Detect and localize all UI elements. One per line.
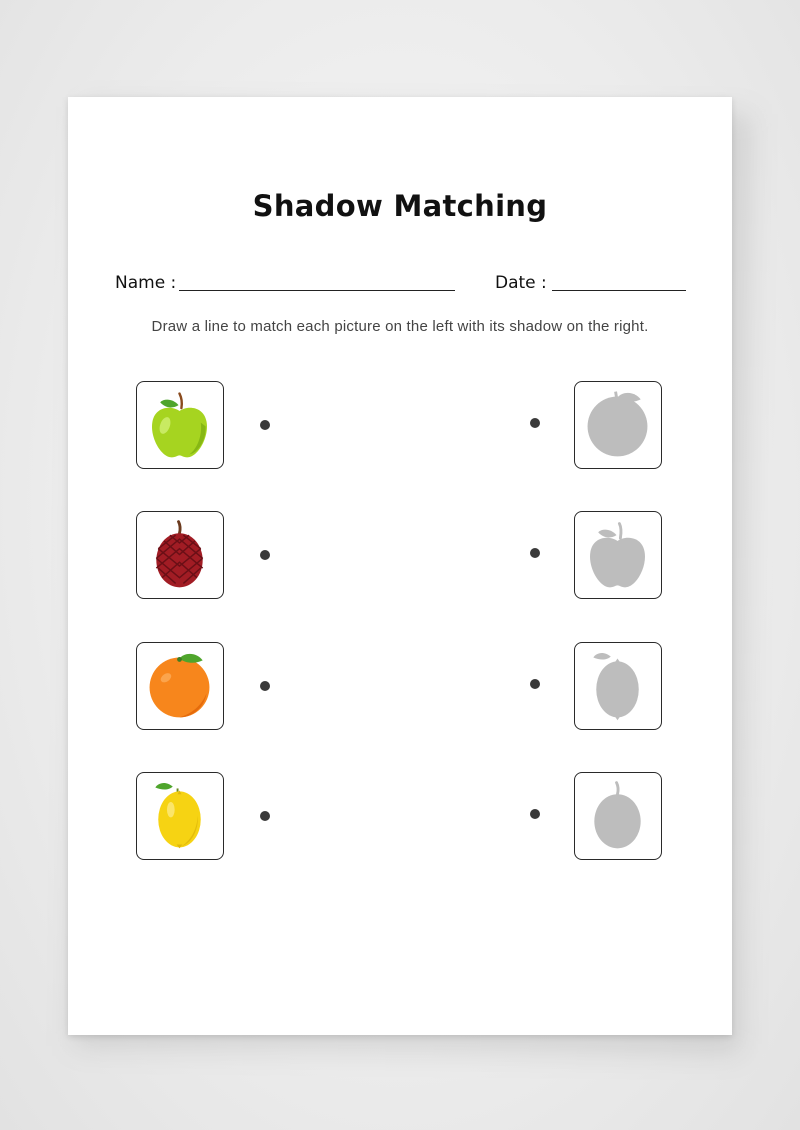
right-shadow-box-1 [574, 381, 662, 469]
date-field[interactable] [552, 290, 686, 291]
lychee-icon [137, 512, 222, 597]
date-label: Date : [495, 273, 547, 293]
right-match-dot-2[interactable] [530, 548, 540, 558]
green-apple-icon [137, 382, 222, 467]
right-shadow-box-4 [574, 772, 662, 860]
right-match-dot-4[interactable] [530, 809, 540, 819]
worksheet-title: Shadow Matching [252, 189, 548, 223]
worksheet-page [68, 97, 732, 1035]
right-shadow-box-2 [574, 511, 662, 599]
name-label: Name : [115, 273, 177, 293]
right-match-dot-3[interactable] [530, 679, 540, 689]
left-picture-box-3 [136, 642, 224, 730]
left-picture-box-2 [136, 511, 224, 599]
right-match-dot-1[interactable] [530, 418, 540, 428]
left-match-dot-2[interactable] [260, 550, 270, 560]
left-match-dot-4[interactable] [260, 811, 270, 821]
right-shadow-box-3 [574, 642, 662, 730]
orange-shadow-icon [575, 382, 660, 467]
lychee-shadow-icon [575, 773, 660, 858]
lemon-icon [137, 773, 222, 858]
name-field[interactable] [179, 290, 455, 291]
orange-icon [137, 643, 222, 728]
lemon-shadow-icon [575, 643, 660, 728]
left-picture-box-1 [136, 381, 224, 469]
left-picture-box-4 [136, 772, 224, 860]
instruction-text: Draw a line to match each picture on the left with its shadow on the right. [151, 318, 649, 335]
left-match-dot-3[interactable] [260, 681, 270, 691]
apple-shadow-icon [575, 512, 660, 597]
left-match-dot-1[interactable] [260, 420, 270, 430]
